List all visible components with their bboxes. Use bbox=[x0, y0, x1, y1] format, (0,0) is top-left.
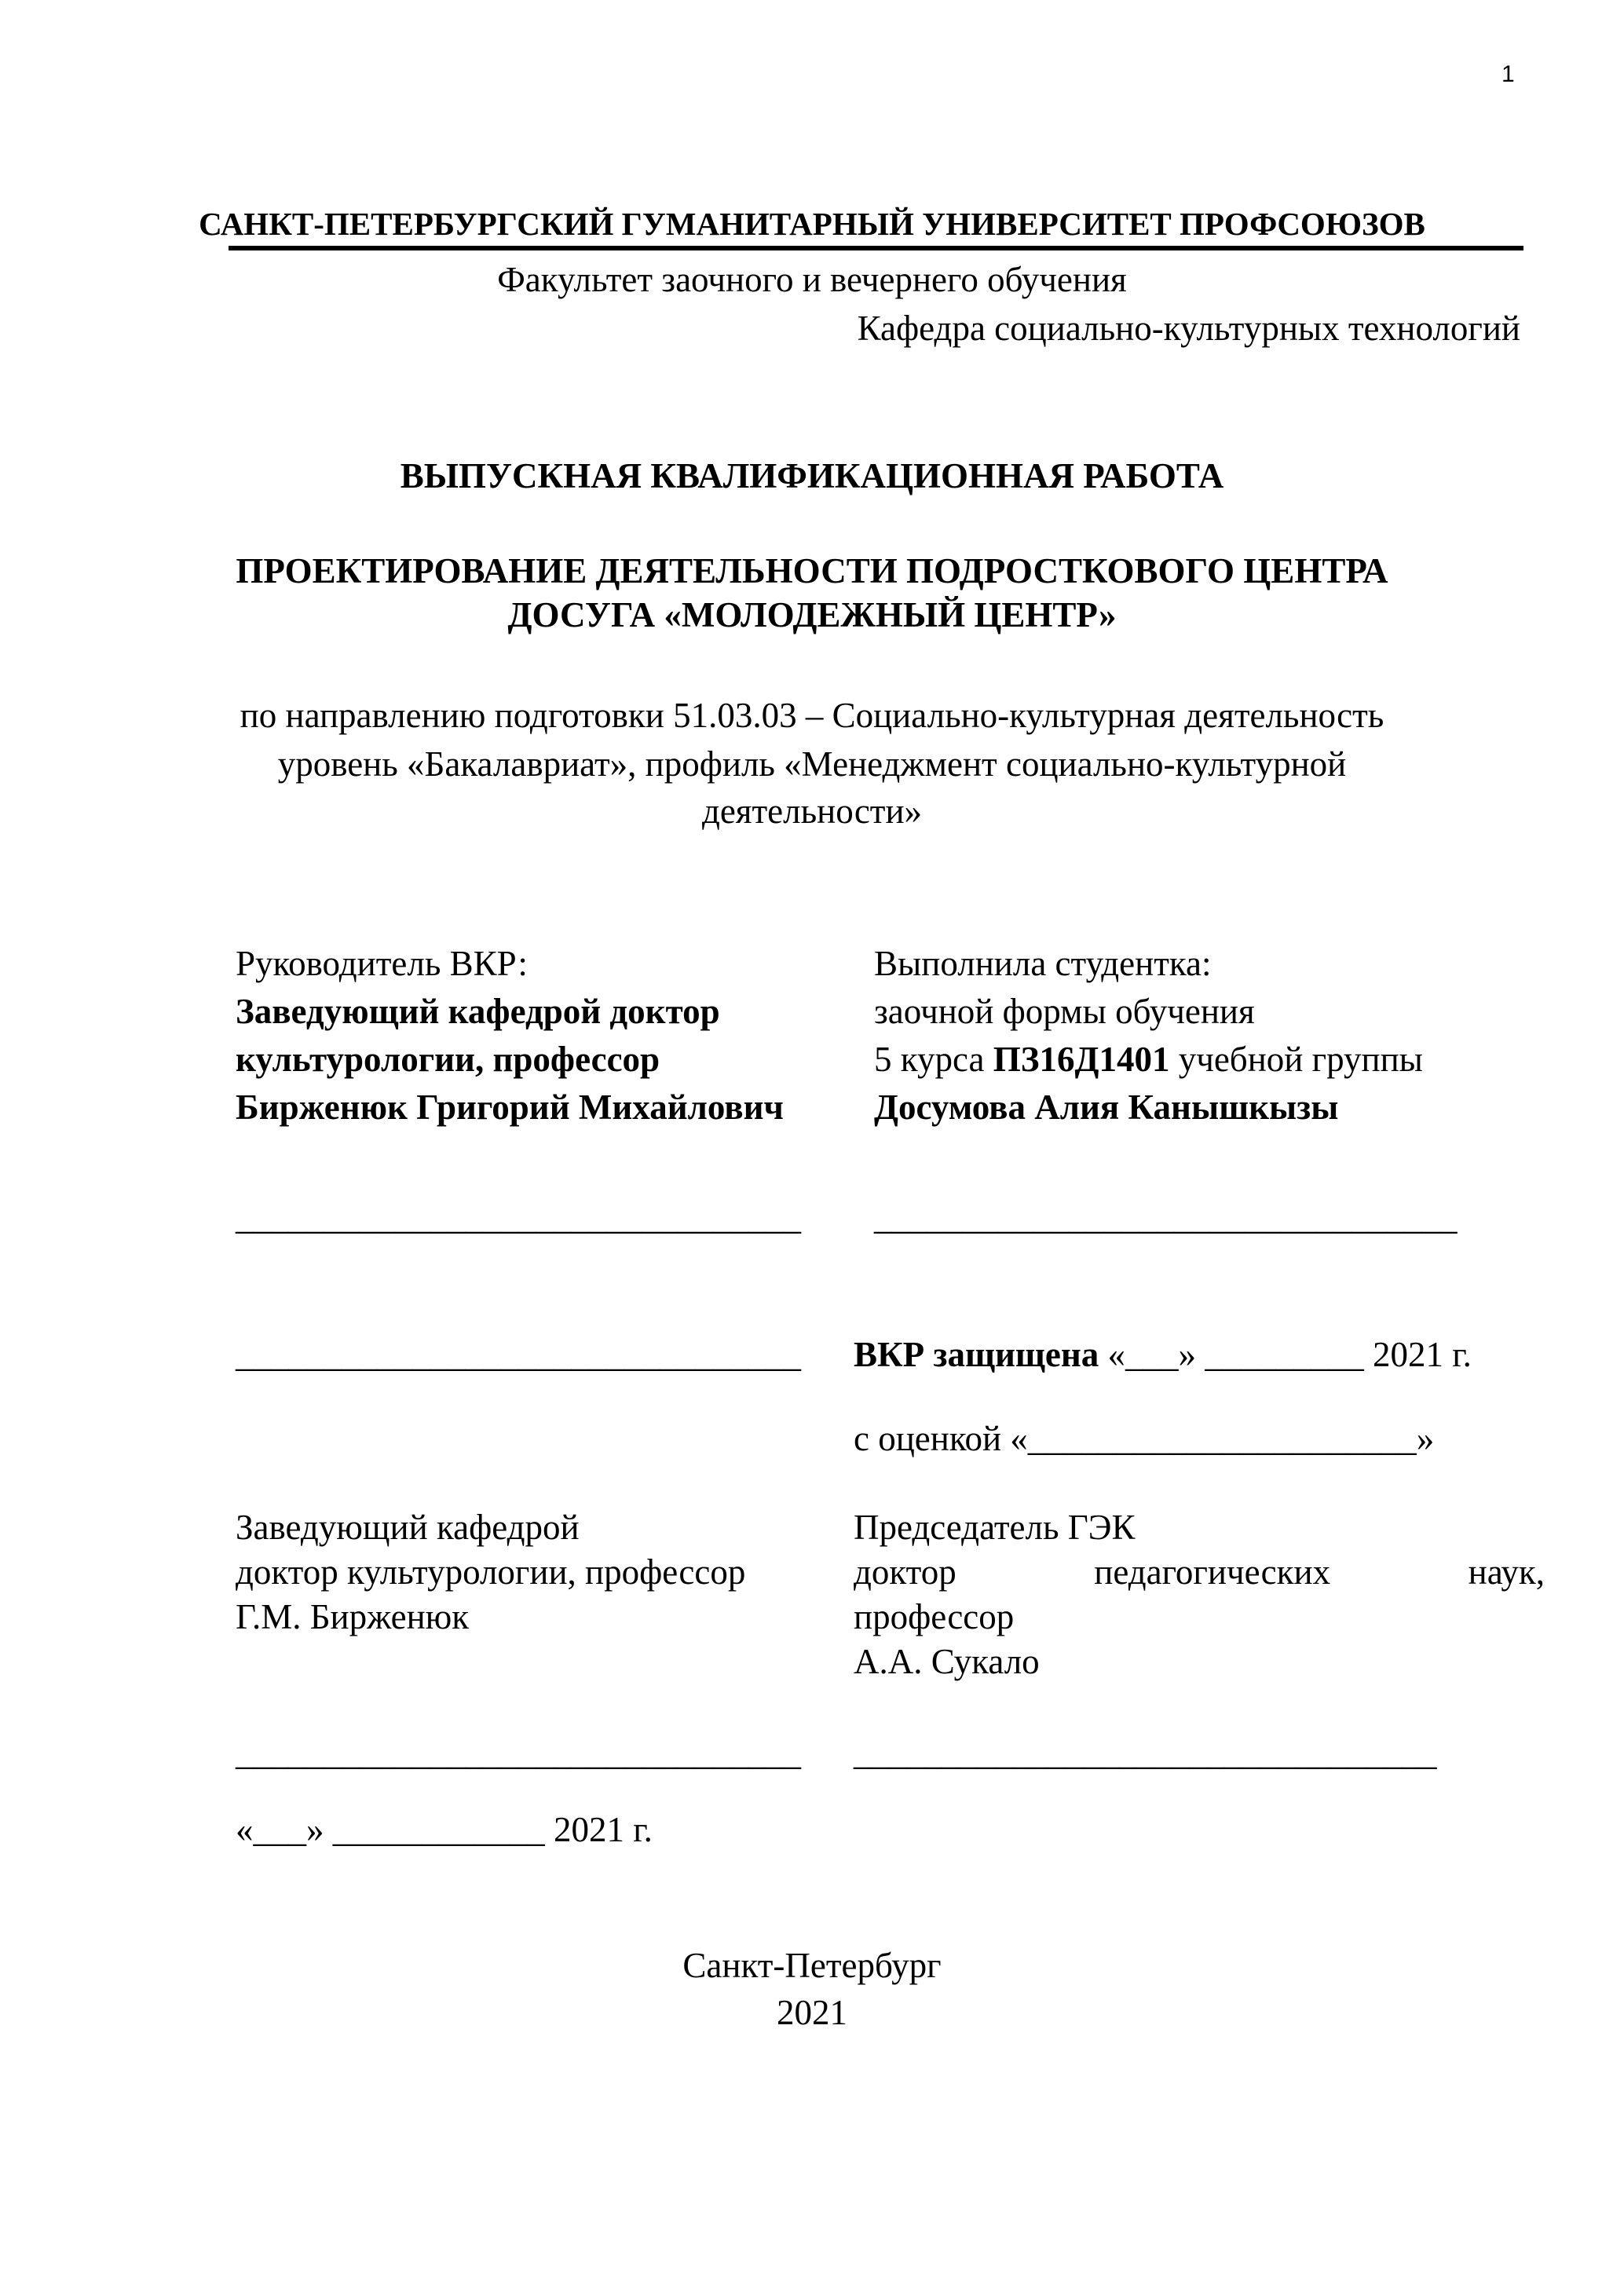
head-degree: доктор культурологии, профессор bbox=[236, 1552, 746, 1592]
student-signature-line: _________________________________ bbox=[874, 1197, 1458, 1237]
direction-line-3: деятельности» bbox=[701, 792, 923, 831]
defense-grade: с оценкой «______________________» bbox=[854, 1419, 1435, 1458]
group-code: ПЗ16Д1401 bbox=[993, 1040, 1170, 1079]
defense-line bbox=[854, 1331, 1472, 1379]
head-title: Заведующий кафедрой bbox=[236, 1508, 580, 1547]
gek-title: Председатель ГЭК bbox=[854, 1508, 1136, 1547]
gek-name: А.А. Сукало bbox=[854, 1642, 1040, 1681]
student-form: заочной формы обучения bbox=[874, 992, 1255, 1031]
defense-date: «___» _________ 2021 г. bbox=[1099, 1335, 1472, 1374]
supervisor-signature-line: ________________________________ bbox=[236, 1197, 801, 1237]
header-rule bbox=[229, 246, 1523, 250]
head-signature-line: ________________________________ bbox=[236, 1733, 801, 1772]
thesis-title-line-2: ДОСУГА «МОЛОДЕЖНЫЙ ЦЕНТР» bbox=[507, 595, 1117, 634]
thesis-title-line-1: ПРОЕКТИРОВАНИЕ ДЕЯТЕЛЬНОСТИ ПОДРОСТКОВОГО ЦЕНТРА bbox=[236, 551, 1388, 590]
direction-line-1: по направлению подготовки 51.03.03 – Социально-культурная деятельность bbox=[240, 696, 1384, 735]
gek-signature-line: _________________________________ bbox=[854, 1733, 1437, 1772]
supervisor-line-1: Заведующий кафедрой доктор bbox=[236, 992, 720, 1031]
student-name: Досумова Алия Канышкызы bbox=[874, 1088, 1339, 1127]
reviewer-signature-line: ________________________________ bbox=[236, 1335, 801, 1374]
course: 5 курса bbox=[874, 1040, 993, 1079]
supervisor-label: Руководитель ВКР: bbox=[236, 944, 528, 983]
gek-degree-word-2: педагогических bbox=[1094, 1552, 1331, 1592]
document-type: ВЫПУСКНАЯ КВАЛИФИКАЦИОННАЯ РАБОТА bbox=[400, 456, 1224, 495]
gek-degree-word-3: наук, bbox=[1468, 1552, 1545, 1592]
year: 2021 bbox=[777, 1993, 847, 2032]
student-group-line bbox=[874, 1036, 1423, 1084]
city: Санкт-Петербург bbox=[682, 1946, 942, 1985]
head-name: Г.М. Бирженюк bbox=[236, 1597, 470, 1636]
university-name: САНКТ-ПЕТЕРБУРГСКИЙ ГУМАНИТАРНЫЙ УНИВЕРСИТЕТ ПРОФСОЮЗОВ bbox=[199, 206, 1425, 242]
defense-label: ВКР защищена bbox=[854, 1335, 1099, 1374]
gek-degree-word-1: доктор bbox=[854, 1552, 956, 1592]
page-number: 1 bbox=[1501, 61, 1515, 87]
gek-rank: профессор bbox=[854, 1597, 1015, 1636]
faculty-name: Факультет заочного и вечернего обучения bbox=[497, 260, 1127, 299]
gek-degree bbox=[854, 1548, 1545, 1596]
student-label: Выполнила студентка: bbox=[874, 944, 1212, 983]
direction-line-2: уровень «Бакалавриат», профиль «Менеджмент социально-культурной bbox=[277, 744, 1347, 784]
supervisor-line-2: культурологии, профессор bbox=[236, 1040, 660, 1079]
group-suffix: учебной группы bbox=[1169, 1040, 1423, 1079]
department-name: Кафедра социально-культурных технологий bbox=[857, 309, 1520, 348]
supervisor-name: Бирженюк Григорий Михайлович bbox=[236, 1088, 784, 1127]
approval-date: «___» ____________ 2021 г. bbox=[236, 1810, 653, 1849]
